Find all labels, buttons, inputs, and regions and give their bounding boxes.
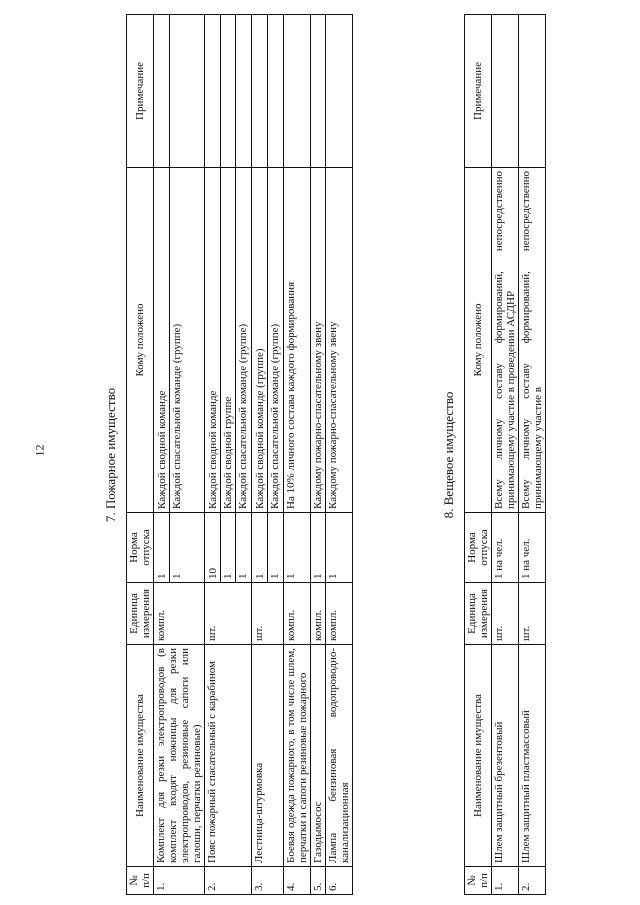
table-row [154, 15, 205, 895]
row-note [492, 15, 519, 168]
table-header-row [465, 15, 492, 895]
header-num: № п/п [465, 867, 492, 895]
header-note: Примечание [127, 15, 154, 168]
row-whom: Каждой спасательной команде (группе) [169, 168, 184, 512]
table-row [252, 15, 284, 895]
row-whom: Каждой сводной команде (группе) [254, 348, 266, 509]
row-num: 5. [311, 867, 326, 895]
row-whom: Всему личному составу формирований, непосредственно принимающему участие в [519, 168, 546, 513]
row-name: Лестница-штурмовка [252, 645, 284, 867]
row-whom: Каждой спасательной команде (группе) [267, 168, 282, 512]
table-row [326, 15, 353, 895]
row-num: 4. [284, 867, 311, 895]
page-number: 12 [32, 444, 47, 457]
row-norm: 1 на чел. [492, 513, 519, 583]
row-unit: компл. [326, 583, 353, 645]
table-row [519, 15, 546, 895]
header-name: Наименование имущества [127, 645, 154, 867]
row-whom: Всему личному составу формирований, непосредственно принимающему участие в проведении АСДНР [492, 168, 519, 513]
row-whom: Каждой спасательной команде (группе) [235, 168, 250, 512]
row-norm: 1 [311, 513, 326, 583]
row-norm: 1 [267, 513, 282, 582]
table-row [284, 15, 311, 895]
row-whom: Каждому пожарно-спасательному звену [326, 168, 353, 513]
row-norm: 10 [207, 568, 219, 579]
fire-equipment-table [126, 14, 353, 895]
row-norm: 1 [235, 513, 250, 582]
row-num: 2. [205, 867, 252, 895]
table-header-row [127, 15, 154, 895]
row-whom: Каждому пожарно-спасательному звену [311, 168, 326, 513]
row-note [284, 15, 311, 168]
row-name: Газодымосос [311, 645, 326, 867]
row-norm: 1 [169, 513, 184, 582]
row-num: 3. [252, 867, 284, 895]
header-whom: Кому положено [127, 168, 154, 513]
row-num: 6. [326, 867, 353, 895]
row-note [253, 15, 267, 167]
row-unit: шт. [492, 583, 519, 645]
header-num: № п/п [127, 867, 154, 895]
row-unit: компл. [154, 583, 205, 645]
row-unit: компл. [311, 583, 326, 645]
row-unit: шт. [252, 583, 284, 645]
section-8-title: 8. Вещевое имущество [441, 391, 456, 519]
header-unit: Единица измерения [465, 583, 492, 645]
row-note [311, 15, 326, 168]
header-norm: Норма отпуска [127, 513, 154, 583]
row-norm: 1 [284, 513, 311, 583]
row-num: 1. [492, 867, 519, 895]
row-note [326, 15, 353, 168]
table-row [205, 15, 252, 895]
row-whom: Каждой сводной группе [220, 168, 235, 512]
clothing-equipment-table [464, 14, 546, 895]
row-name: Лампа бензиновая водопроводно-канализационная [326, 645, 353, 867]
row-note [155, 15, 169, 167]
header-name: Наименование имущества [465, 645, 492, 867]
section-7-title: 7. Пожарное имущество [103, 387, 118, 523]
row-norm: 1 [220, 513, 235, 582]
section-fire-equipment [102, 15, 353, 895]
header-unit: Единица измерения [127, 583, 154, 645]
row-norm: 1 [156, 573, 168, 579]
header-norm: Норма отпуска [465, 513, 492, 583]
row-name: Комплект для резки электропроводов (в комплект входят ножницы для резки электропроводов, резиновые сапоги или галоши, перчатки резиновые) [154, 645, 205, 867]
row-name: Шлем защитный пластмассовый [519, 645, 546, 867]
row-unit: компл. [284, 583, 311, 645]
section-clothing-equipment [440, 15, 546, 895]
table-row [492, 15, 519, 895]
row-note [206, 15, 220, 167]
row-norm: 1 [326, 513, 353, 583]
row-note [519, 15, 546, 168]
row-norm: 1 [254, 573, 266, 579]
row-name: Боевая одежда пожарного, в том числе шлем, перчатки и сапоги резиновые пожарного [284, 645, 311, 867]
table-row [311, 15, 326, 895]
row-whom: Каждой сводной команде [207, 390, 219, 509]
row-unit: шт. [519, 583, 546, 645]
row-norm: 1 на чел. [519, 513, 546, 583]
header-whom: Кому положено [465, 168, 492, 513]
row-whom: На 10% личного состава каждого формирования [284, 168, 311, 513]
row-num: 1. [154, 867, 205, 895]
header-note: Примечание [465, 15, 492, 168]
row-whom: Каждой сводной команде [156, 390, 168, 509]
row-num: 2. [519, 867, 546, 895]
row-name: Шлем защитный брезентовый [492, 645, 519, 867]
row-unit: шт. [205, 583, 252, 645]
row-name: Пояс пожарный спасательный с карабином [205, 645, 252, 867]
